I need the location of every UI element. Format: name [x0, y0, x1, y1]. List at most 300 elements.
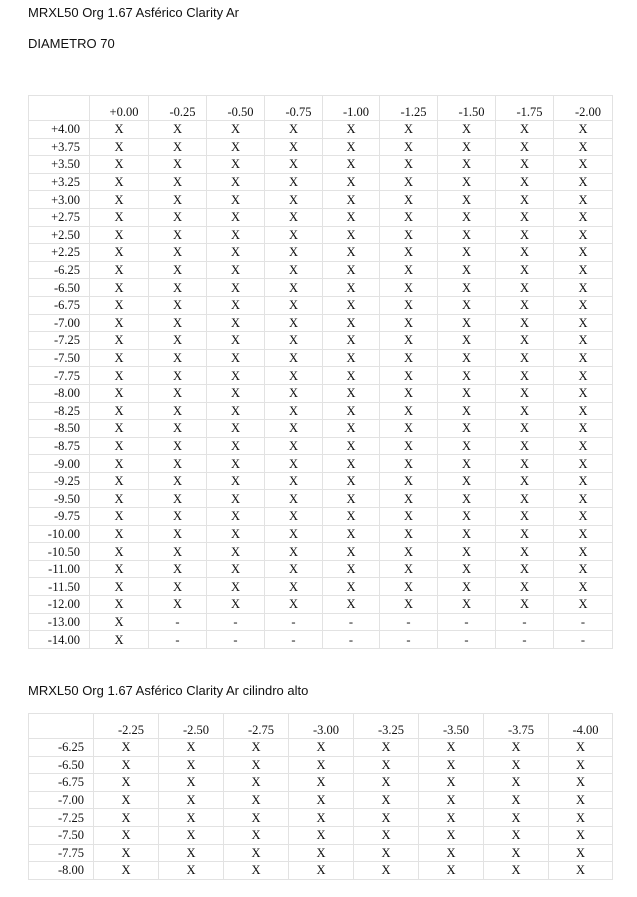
availability-cell: X	[380, 525, 438, 543]
availability-cell: X	[159, 862, 224, 880]
availability-cell: X	[496, 472, 554, 490]
availability-cell: X	[224, 826, 289, 844]
availability-cell: -	[323, 613, 380, 631]
sphere-row-label: -9.75	[29, 508, 90, 526]
availability-cell: X	[438, 472, 496, 490]
table-row	[29, 508, 613, 526]
availability-cell: X	[380, 367, 438, 385]
availability-cell: X	[380, 226, 438, 244]
availability-cell: X	[149, 384, 207, 402]
sphere-row-label: -10.00	[29, 525, 90, 543]
availability-cell: -	[265, 631, 323, 649]
table-row	[29, 226, 613, 244]
availability-cell: X	[496, 508, 554, 526]
availability-cell: X	[149, 455, 207, 473]
availability-cell: X	[323, 244, 380, 262]
availability-cell: X	[496, 455, 554, 473]
availability-cell: X	[438, 508, 496, 526]
availability-cell: X	[149, 279, 207, 297]
availability-cell: X	[496, 525, 554, 543]
availability-cell: X	[323, 596, 380, 614]
availability-cell: X	[554, 279, 613, 297]
table-row	[29, 349, 613, 367]
sphere-row-label: -7.50	[29, 826, 94, 844]
availability-cell: X	[496, 543, 554, 561]
sphere-row-label: -10.50	[29, 543, 90, 561]
availability-cell: X	[380, 261, 438, 279]
availability-cell: X	[207, 472, 265, 490]
availability-cell: X	[90, 402, 149, 420]
table-row	[29, 420, 613, 438]
availability-cell: X	[159, 826, 224, 844]
availability-cell: X	[484, 844, 549, 862]
availability-cell: X	[90, 367, 149, 385]
availability-cell: X	[265, 437, 323, 455]
availability-cell: X	[207, 191, 265, 209]
availability-cell: X	[496, 578, 554, 596]
availability-cell: X	[549, 862, 613, 880]
availability-cell: X	[323, 420, 380, 438]
availability-cell: X	[265, 543, 323, 561]
availability-cell: X	[354, 774, 419, 792]
availability-cell: X	[554, 455, 613, 473]
availability-cell: X	[265, 296, 323, 314]
table-row	[29, 156, 613, 174]
sphere-row-label: -7.50	[29, 349, 90, 367]
availability-cell: X	[90, 314, 149, 332]
availability-cell: -	[207, 613, 265, 631]
availability-cell: X	[380, 455, 438, 473]
availability-cell: X	[554, 349, 613, 367]
availability-cell: X	[554, 596, 613, 614]
availability-cell: X	[419, 791, 484, 809]
availability-cell: X	[438, 420, 496, 438]
sphere-row-label: -11.00	[29, 560, 90, 578]
table-row	[29, 826, 613, 844]
availability-cell: X	[90, 296, 149, 314]
sphere-row-label: -7.75	[29, 844, 94, 862]
availability-cell: X	[265, 367, 323, 385]
availability-cell: X	[149, 402, 207, 420]
availability-cell: X	[354, 862, 419, 880]
availability-cell: X	[496, 420, 554, 438]
availability-cell: X	[484, 756, 549, 774]
availability-cell: X	[323, 560, 380, 578]
availability-cell: X	[149, 472, 207, 490]
availability-cell: X	[265, 208, 323, 226]
availability-cell: X	[554, 560, 613, 578]
availability-cell: X	[484, 862, 549, 880]
availability-cell: X	[438, 191, 496, 209]
section-title-high-cylinder: MRXL50 Org 1.67 Asférico Clarity Ar cilindro alto	[28, 683, 309, 698]
availability-cell: X	[438, 543, 496, 561]
availability-cell: X	[94, 756, 159, 774]
sphere-row-label: -8.25	[29, 402, 90, 420]
availability-cell: X	[438, 525, 496, 543]
availability-cell: X	[380, 244, 438, 262]
table-row	[29, 596, 613, 614]
availability-cell: X	[265, 226, 323, 244]
availability-cell: X	[90, 613, 149, 631]
availability-cell: X	[265, 349, 323, 367]
table-row	[29, 578, 613, 596]
availability-cell: X	[554, 384, 613, 402]
availability-cell: X	[207, 244, 265, 262]
availability-cell: X	[159, 739, 224, 757]
availability-cell: X	[94, 739, 159, 757]
availability-cell: X	[323, 261, 380, 279]
availability-cell: X	[549, 739, 613, 757]
availability-cell: X	[554, 490, 613, 508]
availability-cell: X	[90, 208, 149, 226]
availability-cell: X	[438, 208, 496, 226]
availability-cell: X	[484, 739, 549, 757]
availability-cell: X	[90, 455, 149, 473]
availability-cell: X	[207, 332, 265, 350]
sphere-row-label: -6.50	[29, 279, 90, 297]
availability-cell: X	[207, 173, 265, 191]
availability-cell: X	[323, 525, 380, 543]
availability-cell: X	[496, 596, 554, 614]
availability-cell: X	[484, 791, 549, 809]
availability-cell: X	[438, 384, 496, 402]
availability-cell: X	[265, 314, 323, 332]
availability-cell: X	[380, 349, 438, 367]
availability-cell: X	[438, 596, 496, 614]
cylinder-column-header: -1.25	[380, 96, 438, 121]
availability-cell: X	[380, 543, 438, 561]
availability-cell: X	[207, 420, 265, 438]
availability-cell: X	[90, 332, 149, 350]
table-row	[29, 791, 613, 809]
availability-cell: X	[380, 384, 438, 402]
availability-cell: X	[265, 173, 323, 191]
table-row	[29, 739, 613, 757]
availability-cell: X	[90, 244, 149, 262]
availability-cell: X	[265, 578, 323, 596]
availability-cell: X	[496, 208, 554, 226]
availability-cell: X	[554, 578, 613, 596]
availability-cell: -	[380, 631, 438, 649]
availability-cell: X	[207, 437, 265, 455]
availability-cell: X	[419, 774, 484, 792]
availability-cell: X	[90, 226, 149, 244]
availability-cell: X	[207, 508, 265, 526]
availability-cell: X	[554, 244, 613, 262]
availability-cell: X	[496, 384, 554, 402]
table-row	[29, 279, 613, 297]
availability-cell: X	[207, 367, 265, 385]
table-row	[29, 208, 613, 226]
availability-cell: X	[289, 809, 354, 827]
cylinder-column-header: -0.25	[149, 96, 207, 121]
cylinder-column-header: +0.00	[90, 96, 149, 121]
availability-cell: X	[496, 191, 554, 209]
availability-cell: X	[94, 826, 159, 844]
sphere-row-label: +4.00	[29, 121, 90, 139]
availability-cell: X	[380, 173, 438, 191]
cylinder-column-header: -0.50	[207, 96, 265, 121]
sphere-row-label: -7.25	[29, 332, 90, 350]
availability-cell: X	[207, 261, 265, 279]
availability-cell: X	[354, 739, 419, 757]
availability-cell: X	[149, 314, 207, 332]
availability-cell: X	[207, 296, 265, 314]
table-row	[29, 756, 613, 774]
availability-cell: X	[149, 490, 207, 508]
cylinder-column-header: -1.00	[323, 96, 380, 121]
table-row	[29, 384, 613, 402]
availability-cell: X	[554, 261, 613, 279]
sphere-row-label: -8.00	[29, 384, 90, 402]
availability-cell: X	[90, 138, 149, 156]
corner-cell	[29, 96, 90, 121]
availability-cell: X	[90, 437, 149, 455]
availability-cell: X	[554, 191, 613, 209]
availability-cell: X	[149, 578, 207, 596]
availability-table-high-cylinder	[28, 713, 613, 880]
availability-cell: X	[265, 472, 323, 490]
cylinder-column-header: -1.75	[496, 96, 554, 121]
availability-cell: X	[496, 261, 554, 279]
availability-cell: X	[496, 121, 554, 139]
availability-cell: X	[354, 826, 419, 844]
availability-cell: X	[265, 138, 323, 156]
availability-cell: X	[419, 739, 484, 757]
availability-cell: X	[554, 508, 613, 526]
cylinder-column-header: -4.00	[549, 714, 613, 739]
sphere-row-label: +2.25	[29, 244, 90, 262]
availability-cell: X	[265, 490, 323, 508]
availability-cell: X	[265, 156, 323, 174]
availability-cell: X	[323, 191, 380, 209]
availability-cell: X	[380, 402, 438, 420]
availability-cell: X	[496, 349, 554, 367]
availability-cell: X	[94, 862, 159, 880]
availability-cell: X	[323, 121, 380, 139]
availability-cell: -	[438, 631, 496, 649]
table-row	[29, 774, 613, 792]
availability-cell: X	[94, 774, 159, 792]
availability-cell: X	[438, 578, 496, 596]
cylinder-column-header: -3.75	[484, 714, 549, 739]
availability-cell: X	[438, 560, 496, 578]
availability-cell: X	[354, 844, 419, 862]
availability-table-standard	[28, 95, 613, 649]
availability-cell: X	[380, 508, 438, 526]
availability-cell: X	[380, 332, 438, 350]
availability-cell: X	[265, 244, 323, 262]
availability-cell: X	[289, 826, 354, 844]
availability-cell: X	[549, 791, 613, 809]
availability-cell: X	[380, 472, 438, 490]
availability-cell: X	[438, 455, 496, 473]
availability-cell: X	[90, 631, 149, 649]
sphere-row-label: +3.75	[29, 138, 90, 156]
availability-cell: X	[224, 862, 289, 880]
availability-cell: X	[207, 490, 265, 508]
availability-cell: X	[554, 226, 613, 244]
availability-cell: X	[265, 261, 323, 279]
availability-cell: X	[438, 261, 496, 279]
availability-cell: X	[438, 173, 496, 191]
availability-cell: X	[94, 791, 159, 809]
sphere-row-label: -6.25	[29, 739, 94, 757]
availability-cell: X	[90, 578, 149, 596]
availability-cell: X	[380, 420, 438, 438]
availability-cell: X	[90, 349, 149, 367]
availability-cell: -	[438, 613, 496, 631]
cylinder-column-header: -2.25	[94, 714, 159, 739]
availability-cell: X	[554, 543, 613, 561]
table-row	[29, 631, 613, 649]
cylinder-column-header: -2.50	[159, 714, 224, 739]
availability-cell: X	[265, 384, 323, 402]
table-row	[29, 402, 613, 420]
availability-cell: X	[224, 844, 289, 862]
availability-cell: X	[90, 384, 149, 402]
availability-cell: X	[438, 279, 496, 297]
availability-cell: X	[323, 402, 380, 420]
availability-cell: X	[323, 508, 380, 526]
sphere-row-label: -6.50	[29, 756, 94, 774]
table-row	[29, 314, 613, 332]
availability-cell: X	[224, 756, 289, 774]
availability-cell: X	[438, 226, 496, 244]
availability-cell: X	[207, 384, 265, 402]
availability-cell: X	[207, 121, 265, 139]
availability-cell: X	[323, 472, 380, 490]
availability-cell: X	[496, 279, 554, 297]
sphere-row-label: -6.25	[29, 261, 90, 279]
table-row	[29, 261, 613, 279]
availability-cell: X	[554, 138, 613, 156]
availability-cell: X	[224, 739, 289, 757]
availability-cell: X	[438, 138, 496, 156]
availability-cell: X	[149, 156, 207, 174]
availability-cell: X	[149, 226, 207, 244]
availability-cell: X	[380, 596, 438, 614]
availability-cell: X	[438, 490, 496, 508]
availability-cell: X	[90, 420, 149, 438]
availability-cell: X	[419, 826, 484, 844]
availability-cell: -	[496, 613, 554, 631]
availability-cell: X	[549, 826, 613, 844]
availability-cell: X	[159, 809, 224, 827]
availability-cell: X	[323, 332, 380, 350]
availability-cell: X	[380, 314, 438, 332]
sphere-row-label: -9.00	[29, 455, 90, 473]
table-row	[29, 332, 613, 350]
availability-cell: X	[438, 296, 496, 314]
availability-cell: X	[265, 455, 323, 473]
availability-cell: X	[380, 138, 438, 156]
availability-cell: X	[323, 138, 380, 156]
availability-cell: X	[207, 455, 265, 473]
availability-cell: X	[323, 490, 380, 508]
availability-cell: X	[496, 402, 554, 420]
sphere-row-label: -7.75	[29, 367, 90, 385]
availability-cell: X	[149, 173, 207, 191]
sphere-row-label: -8.50	[29, 420, 90, 438]
availability-cell: X	[90, 279, 149, 297]
availability-cell: X	[207, 402, 265, 420]
availability-cell: X	[323, 296, 380, 314]
availability-cell: X	[207, 525, 265, 543]
availability-cell: X	[549, 774, 613, 792]
availability-cell: X	[149, 525, 207, 543]
sphere-row-label: -8.75	[29, 437, 90, 455]
table-row	[29, 191, 613, 209]
availability-cell: X	[289, 739, 354, 757]
cylinder-column-header: -1.50	[438, 96, 496, 121]
availability-cell: X	[438, 367, 496, 385]
sphere-row-label: -11.50	[29, 578, 90, 596]
availability-cell: X	[438, 314, 496, 332]
availability-cell: X	[265, 332, 323, 350]
availability-cell: X	[554, 367, 613, 385]
availability-cell: X	[207, 543, 265, 561]
sphere-row-label: -7.25	[29, 809, 94, 827]
availability-cell: X	[554, 525, 613, 543]
availability-cell: X	[554, 437, 613, 455]
availability-cell: X	[323, 543, 380, 561]
table-row	[29, 809, 613, 827]
availability-cell: X	[149, 437, 207, 455]
availability-cell: X	[484, 809, 549, 827]
availability-cell: X	[323, 578, 380, 596]
availability-cell: X	[554, 314, 613, 332]
availability-cell: X	[289, 756, 354, 774]
availability-cell: X	[149, 508, 207, 526]
availability-cell: -	[149, 631, 207, 649]
availability-cell: X	[323, 367, 380, 385]
availability-cell: X	[265, 420, 323, 438]
availability-cell: X	[380, 578, 438, 596]
availability-cell: -	[496, 631, 554, 649]
table-row	[29, 613, 613, 631]
diameter-label: DIAMETRO 70	[28, 36, 115, 51]
availability-cell: X	[496, 244, 554, 262]
availability-cell: X	[496, 367, 554, 385]
availability-cell: X	[484, 774, 549, 792]
availability-cell: X	[90, 525, 149, 543]
sphere-row-label: +2.75	[29, 208, 90, 226]
availability-cell: X	[496, 226, 554, 244]
availability-cell: X	[419, 809, 484, 827]
availability-cell: X	[380, 208, 438, 226]
availability-cell: X	[265, 596, 323, 614]
availability-cell: X	[380, 490, 438, 508]
corner-cell	[29, 714, 94, 739]
availability-cell: X	[159, 756, 224, 774]
availability-cell: X	[265, 279, 323, 297]
sphere-row-label: -7.00	[29, 314, 90, 332]
availability-cell: X	[554, 156, 613, 174]
availability-cell: X	[496, 173, 554, 191]
availability-cell: X	[265, 508, 323, 526]
availability-cell: X	[265, 191, 323, 209]
availability-cell: X	[90, 560, 149, 578]
availability-cell: X	[323, 279, 380, 297]
availability-cell: X	[207, 138, 265, 156]
table-row	[29, 244, 613, 262]
availability-cell: -	[323, 631, 380, 649]
availability-cell: X	[354, 756, 419, 774]
availability-cell: X	[94, 809, 159, 827]
availability-cell: X	[380, 560, 438, 578]
availability-cell: X	[419, 844, 484, 862]
